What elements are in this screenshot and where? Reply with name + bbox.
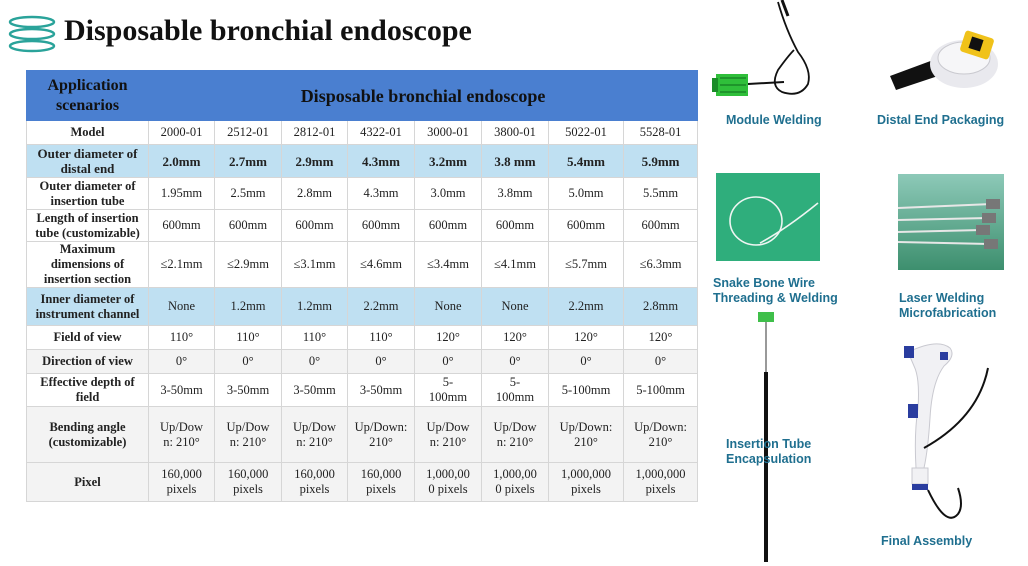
row-header-line: insertion section <box>43 272 132 286</box>
table-cell: 600mm <box>348 210 415 242</box>
cell-line: 100mm <box>428 390 468 404</box>
cell-line: 160,000 <box>227 467 269 481</box>
cell-line: pixels <box>645 482 676 496</box>
table-cell: 5.5mm <box>624 178 698 210</box>
table-cell: 3.8 mm <box>482 145 549 178</box>
table-cell <box>149 374 215 407</box>
table-cell: 3.8mm <box>482 178 549 210</box>
header-left-line: scenarios <box>55 96 120 114</box>
table-cell: 1.95mm <box>149 178 215 210</box>
table-cell: ≤5.7mm <box>549 242 624 288</box>
cell-line: 5-100mm <box>561 382 611 397</box>
cell-line: 210° <box>369 434 393 449</box>
table-cell: 3.0mm <box>415 178 482 210</box>
table-cell: 0° <box>215 350 282 374</box>
cell-line: 210° <box>648 434 673 449</box>
row-header-line: Effective depth of <box>40 375 135 389</box>
table-cell: 3000-01 <box>415 121 482 145</box>
table-row <box>27 178 698 210</box>
table-cell: ≤2.1mm <box>149 242 215 288</box>
table-cell: 5022-01 <box>549 121 624 145</box>
cell-line: Up/Dow <box>493 419 537 434</box>
table-cell: 5.9mm <box>624 145 698 178</box>
row-header-line: Outer diameter of <box>39 178 136 193</box>
caption-line: Final Assembly <box>881 534 973 548</box>
cell-line: 160,000 <box>161 467 202 481</box>
table-cell: 600mm <box>624 210 698 242</box>
module-welding-image <box>712 0 822 105</box>
table-cell: 110° <box>348 326 415 350</box>
table-cell: 0° <box>482 350 549 374</box>
cell-line: n: 210° <box>296 434 333 449</box>
table-cell: 5.4mm <box>549 145 624 178</box>
cell-line: n: 210° <box>496 434 534 449</box>
table-cell <box>348 463 415 502</box>
table-cell: 2.9mm <box>282 145 348 178</box>
table-cell <box>482 463 549 502</box>
table-cell: 2.2mm <box>549 288 624 326</box>
table-cell <box>415 463 482 502</box>
row-header-line: dimensions of <box>50 257 125 271</box>
table-cell: ≤4.1mm <box>482 242 549 288</box>
table-cell: 4.3mm <box>348 145 415 178</box>
caption-line: Snake Bone Wire <box>713 276 816 290</box>
table-row <box>27 210 698 242</box>
table-row <box>27 121 698 145</box>
table-cell <box>149 407 215 463</box>
table-cell <box>482 407 549 463</box>
cell-line: 0 pixels <box>495 482 535 496</box>
cell-line: pixels <box>366 482 396 496</box>
caption-module-welding <box>726 113 822 128</box>
table-row <box>27 463 698 502</box>
cell-line: Up/Dow <box>226 419 270 434</box>
caption-line: Microfabrication <box>899 306 997 320</box>
table-cell <box>282 463 348 502</box>
row-header-cell <box>27 326 149 350</box>
table-row <box>27 145 698 178</box>
caption-insertion-tube <box>726 437 811 467</box>
cell-line: pixels <box>166 482 197 496</box>
table-cell: 600mm <box>415 210 482 242</box>
cell-line: 5-100mm <box>636 382 685 397</box>
table-cell: ≤3.4mm <box>415 242 482 288</box>
row-header-cell <box>27 121 149 145</box>
table-cell <box>215 407 282 463</box>
table-cell <box>549 463 624 502</box>
table-cell <box>282 374 348 407</box>
cell-line: pixels <box>233 482 263 496</box>
table-cell: ≤6.3mm <box>624 242 698 288</box>
table-row <box>27 242 698 288</box>
header-application-scenarios <box>27 71 149 121</box>
table-cell: 0° <box>282 350 348 374</box>
caption-line: Insertion Tube <box>726 437 812 451</box>
table-cell: 0° <box>149 350 215 374</box>
cell-line: 160,000 <box>294 467 335 481</box>
table-cell: ≤2.9mm <box>215 242 282 288</box>
caption-line: Threading & Welding <box>713 291 838 305</box>
row-header-line: instrument channel <box>35 306 140 321</box>
row-header-line: insertion tube <box>50 193 125 208</box>
cell-line: 5- <box>442 375 454 389</box>
table-cell: 2.7mm <box>215 145 282 178</box>
caption-line: Distal End Packaging <box>877 113 1005 127</box>
table-cell: 2.8mm <box>624 288 698 326</box>
table-cell: 2.8mm <box>282 178 348 210</box>
cell-line: 1,000,000 <box>561 467 611 481</box>
cell-line: n: 210° <box>229 434 267 449</box>
snake-bone-wire-image <box>716 173 820 261</box>
table-cell: ≤3.1mm <box>282 242 348 288</box>
caption-line: Laser Welding <box>899 291 985 305</box>
row-header-cell <box>27 350 149 374</box>
table-cell <box>282 407 348 463</box>
final-assembly-image <box>898 338 1002 534</box>
table-header-row <box>27 71 698 121</box>
table-cell: None <box>415 288 482 326</box>
cell-line: 1,000,00 <box>426 467 470 481</box>
table-cell: 3.2mm <box>415 145 482 178</box>
cell-line: n: 210° <box>163 434 200 449</box>
table-cell: 4.3mm <box>348 178 415 210</box>
row-header-line: Model <box>70 125 105 139</box>
cell-line: 210° <box>574 434 598 449</box>
table-cell: 2.2mm <box>348 288 415 326</box>
table-cell <box>348 374 415 407</box>
table-cell <box>149 463 215 502</box>
cell-line: Up/Down: <box>634 419 687 434</box>
table-cell: 2.0mm <box>149 145 215 178</box>
table-cell: 600mm <box>215 210 282 242</box>
cell-line: Up/Down: <box>559 419 613 434</box>
table-cell: 120° <box>624 326 698 350</box>
row-header-cell <box>27 242 149 288</box>
company-logo-icon <box>8 14 56 54</box>
table-cell: 3800-01 <box>482 121 549 145</box>
table-cell: 2512-01 <box>215 121 282 145</box>
table-row <box>27 350 698 374</box>
table-cell <box>549 374 624 407</box>
table-cell: 5528-01 <box>624 121 698 145</box>
table-row <box>27 407 698 463</box>
row-header-line: Pixel <box>74 474 101 489</box>
cell-line: pixels <box>571 482 601 496</box>
row-header-cell <box>27 145 149 178</box>
table-cell: 110° <box>215 326 282 350</box>
cell-line: Up/Dow <box>426 419 470 434</box>
cell-line: 1,000,000 <box>635 467 686 481</box>
caption-line: Encapsulation <box>726 452 812 466</box>
header-left-line: Application <box>47 76 128 94</box>
table-cell: 110° <box>149 326 215 350</box>
table-cell: 2.5mm <box>215 178 282 210</box>
table-cell <box>482 374 549 407</box>
row-header-cell <box>27 178 149 210</box>
table-row <box>27 288 698 326</box>
row-header-line: Inner diameter of <box>40 291 135 306</box>
cell-line: Up/Dow <box>159 419 204 434</box>
row-header-line: Bending angle <box>49 419 126 434</box>
table-cell: 5.0mm <box>549 178 624 210</box>
table-row <box>27 326 698 350</box>
caption-snake-bone-wire <box>713 276 838 306</box>
row-header-line: field <box>75 390 100 404</box>
table-row <box>27 374 698 407</box>
cell-line: 3-50mm <box>359 382 403 397</box>
table-cell <box>348 407 415 463</box>
table-cell: 2000-01 <box>149 121 215 145</box>
table-cell: 1.2mm <box>282 288 348 326</box>
row-header-line: tube (customizable) <box>35 225 140 240</box>
table-cell <box>624 407 698 463</box>
table-cell <box>215 374 282 407</box>
table-cell: 120° <box>549 326 624 350</box>
table-cell: 1.2mm <box>215 288 282 326</box>
cell-line: 3-50mm <box>226 382 270 397</box>
table-cell: ≤4.6mm <box>348 242 415 288</box>
cell-line: 1,000,00 <box>493 467 537 481</box>
caption-final-assembly <box>881 534 972 549</box>
table-cell: 600mm <box>549 210 624 242</box>
caption-distal-end-packaging <box>877 113 1004 128</box>
table-cell <box>624 463 698 502</box>
row-header-line: distal end <box>60 161 115 176</box>
cell-line: 160,000 <box>360 467 402 481</box>
cell-line: 3-50mm <box>293 382 336 397</box>
table-cell <box>415 374 482 407</box>
table-cell <box>415 407 482 463</box>
distal-end-packaging-image <box>890 28 1002 94</box>
cell-line: pixels <box>299 482 330 496</box>
cell-line: Up/Down: <box>354 419 408 434</box>
table-cell: 600mm <box>149 210 215 242</box>
header-product-name: Disposable bronchial endoscope <box>149 71 698 121</box>
table-cell <box>624 374 698 407</box>
cell-line: Up/Dow <box>292 419 337 434</box>
table-cell: 0° <box>549 350 624 374</box>
table-cell <box>549 407 624 463</box>
page-title: Disposable bronchial endoscope <box>64 14 472 47</box>
table-cell: None <box>482 288 549 326</box>
row-header-cell <box>27 210 149 242</box>
cell-line: n: 210° <box>429 434 467 449</box>
table-cell: 110° <box>282 326 348 350</box>
row-header-line: Length of insertion <box>36 210 139 225</box>
table-cell: 600mm <box>282 210 348 242</box>
row-header-cell <box>27 288 149 326</box>
laser-welding-image <box>898 174 1004 270</box>
cell-line: 0 pixels <box>428 482 468 496</box>
cell-line: 5- <box>509 375 521 389</box>
table-cell: 120° <box>415 326 482 350</box>
spec-table <box>26 70 698 502</box>
table-cell: 4322-01 <box>348 121 415 145</box>
row-header-line: Maximum <box>59 242 116 256</box>
row-header-line: Direction of view <box>42 354 133 368</box>
table-cell: 2812-01 <box>282 121 348 145</box>
table-cell: 0° <box>348 350 415 374</box>
table-cell <box>215 463 282 502</box>
caption-laser-welding <box>899 291 996 321</box>
table-cell: None <box>149 288 215 326</box>
row-header-cell <box>27 374 149 407</box>
row-header-line: (customizable) <box>48 434 127 449</box>
row-header-cell <box>27 407 149 463</box>
row-header-line: Outer diameter of <box>37 146 138 161</box>
row-header-cell <box>27 463 149 502</box>
table-cell: 120° <box>482 326 549 350</box>
table-cell: 0° <box>624 350 698 374</box>
table-cell: 0° <box>415 350 482 374</box>
table-cell: 600mm <box>482 210 549 242</box>
caption-line: Module Welding <box>726 113 822 127</box>
cell-line: 100mm <box>495 390 535 404</box>
cell-line: 3-50mm <box>160 382 203 397</box>
row-header-line: Field of view <box>53 330 122 344</box>
